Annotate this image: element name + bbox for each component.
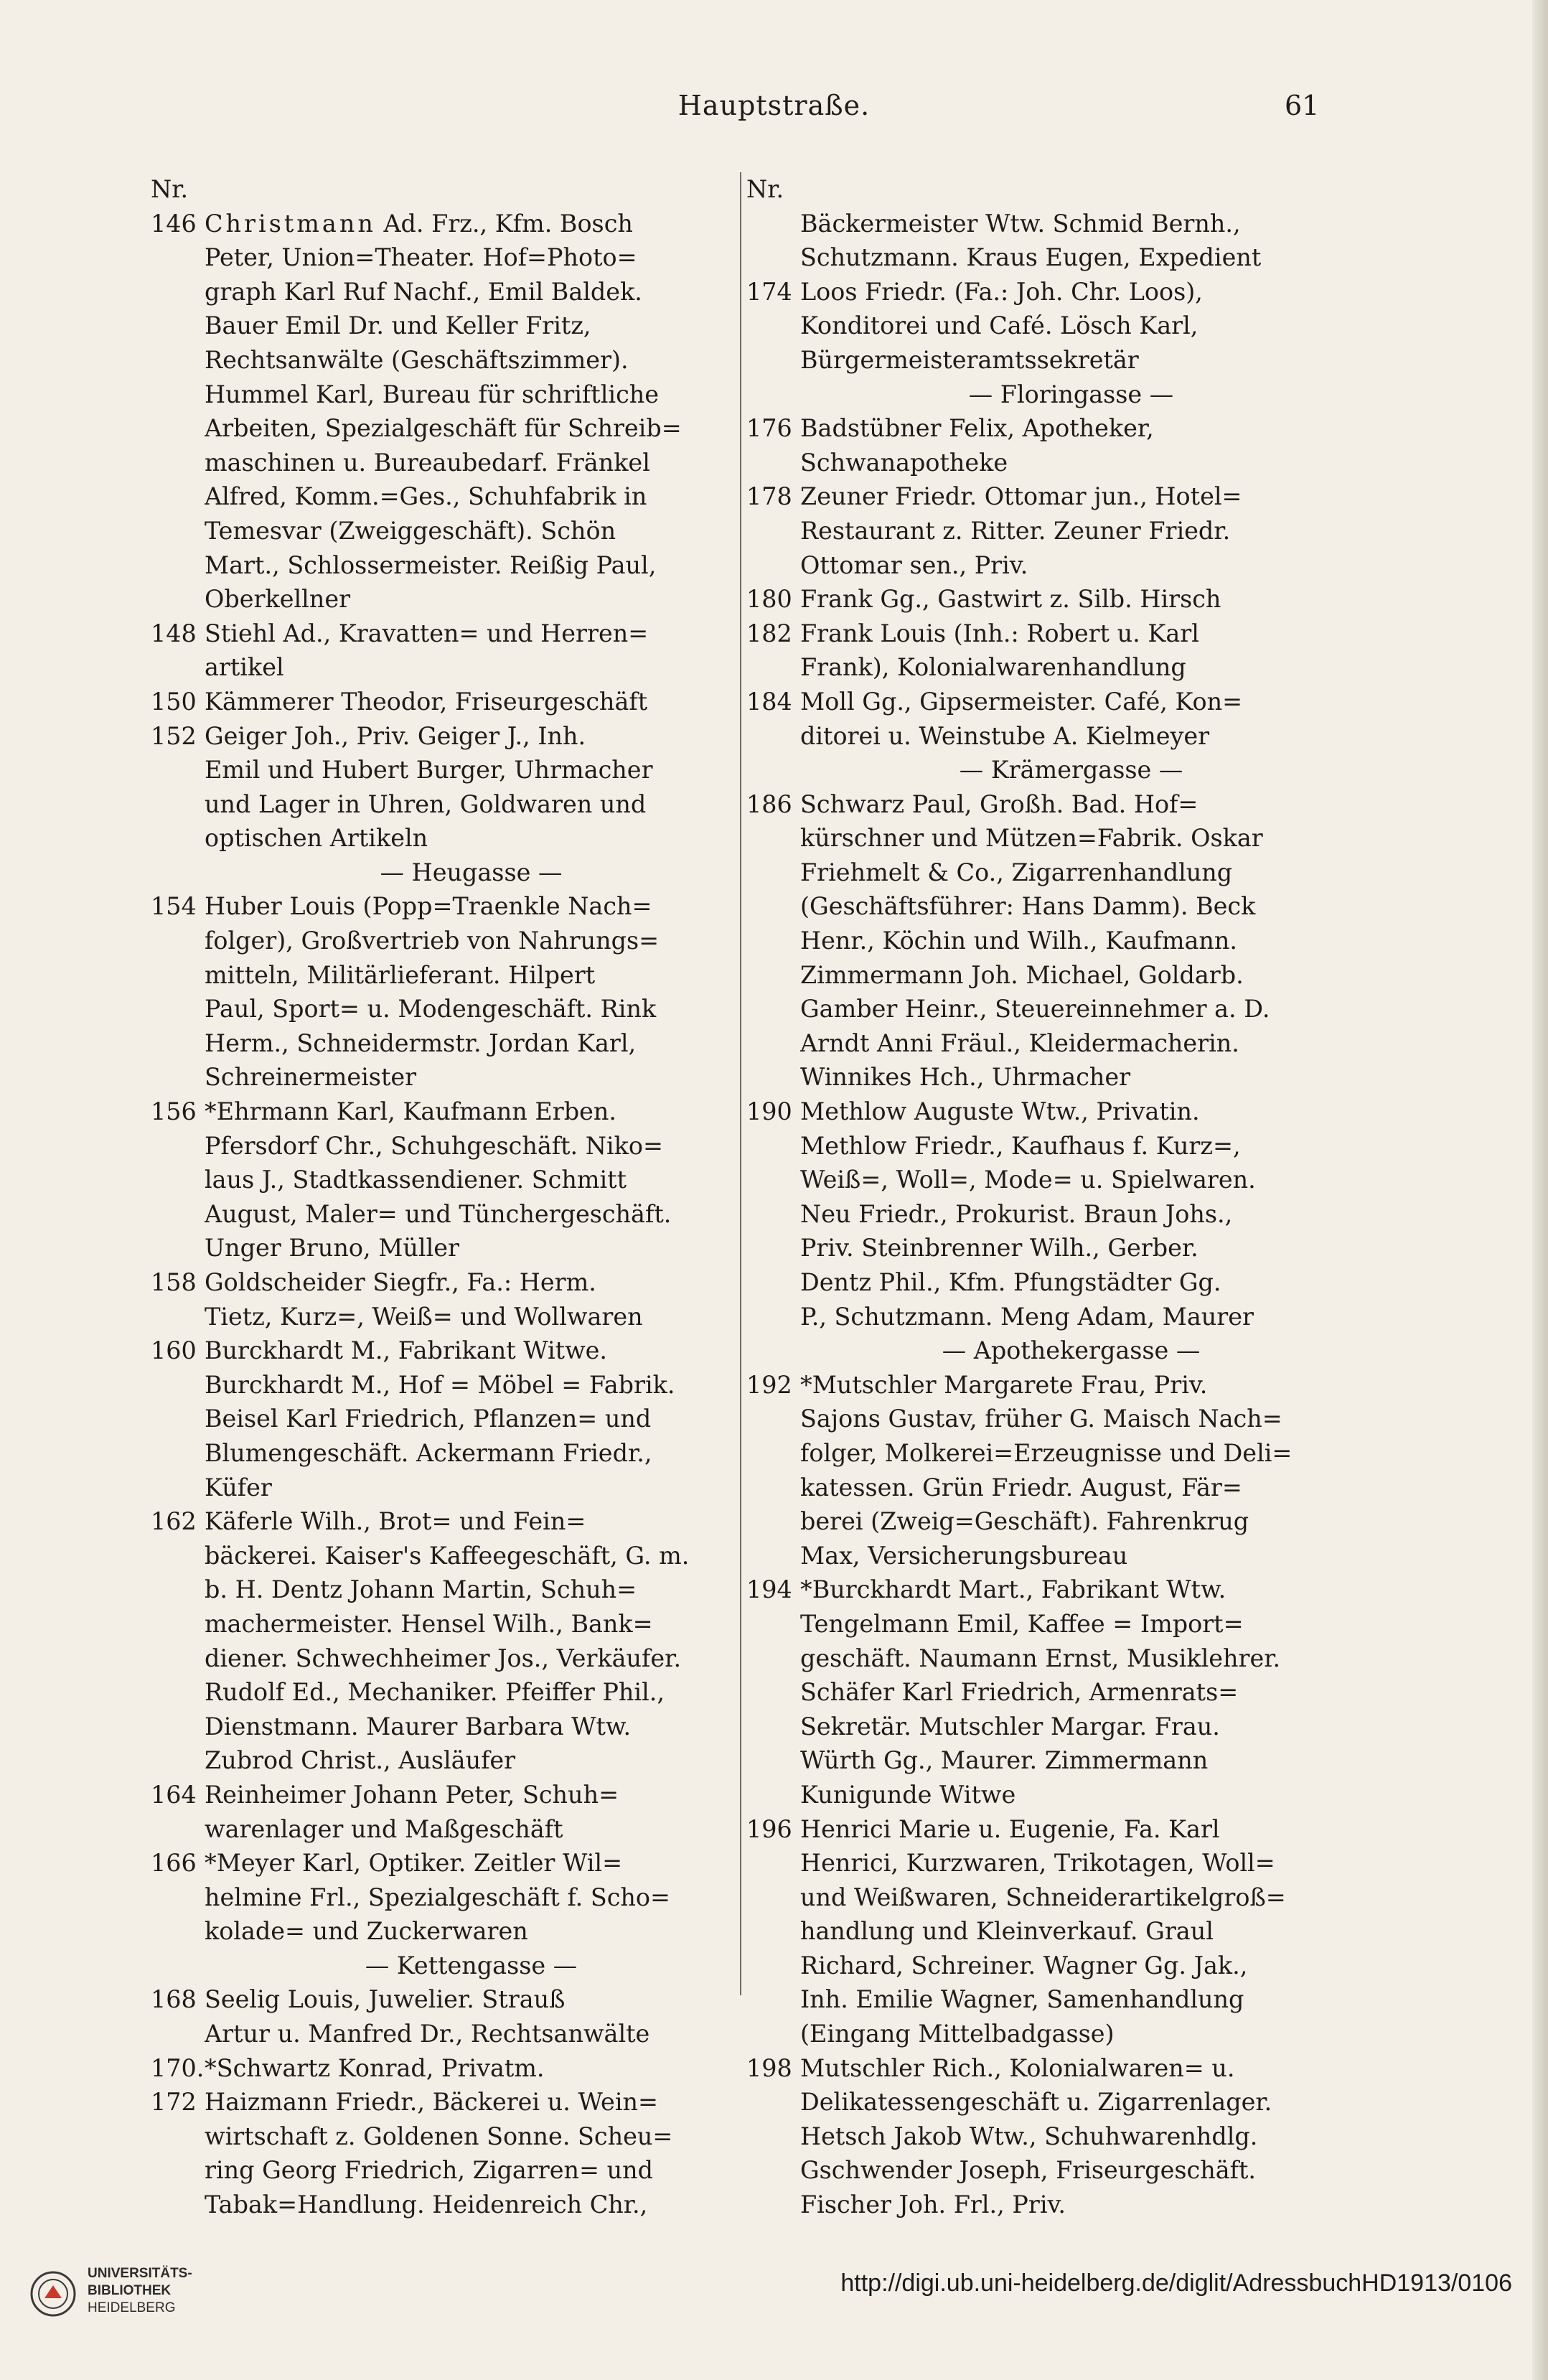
address-entry [746, 2051, 1342, 2222]
address-entry [746, 411, 1342, 479]
entry-line: Mart., Schlossermeister. Reißig Paul, [205, 551, 657, 579]
entry-line: folger, Molkerei=Erzeugnisse und Deli= [800, 1438, 1293, 1467]
house-number: 166 [151, 1849, 197, 1878]
scan-edge [1532, 0, 1548, 2380]
entry-line: Stiehl Ad., Kravatten= und Herren= [205, 619, 649, 647]
house-number: 194 [746, 1575, 792, 1604]
entry-line: Ottomar sen., Priv. [800, 551, 1028, 579]
entry-line: *Meyer Karl, Optiker. Zeitler Wil= [205, 1849, 623, 1878]
house-number: 178 [746, 482, 792, 511]
entry-line: Schwanapotheke [800, 448, 1008, 477]
house-number: 174 [746, 277, 792, 306]
entry-line: handlung und Kleinverkauf. Graul [800, 1917, 1214, 1946]
house-number: 158 [151, 1268, 197, 1296]
entry-line: Mutschler Rich., Kolonialwaren= u. [800, 2053, 1235, 2082]
address-entry [746, 1573, 1342, 1812]
entry-line: Rudolf Ed., Mechaniker. Pfeiffer Phil., [205, 1678, 665, 1707]
entry-line: Tengelmann Emil, Kaffee = Import= [800, 1609, 1244, 1638]
column-divider [740, 172, 741, 1995]
address-entry [746, 617, 1342, 685]
entry-line: Winnikes Hch., Uhrmacher [800, 1063, 1131, 1092]
left-column [151, 172, 738, 2222]
entry-line: Weiß=, Woll=, Mode= u. Spielwaren. [800, 1166, 1256, 1194]
entry-line: ditorei u. Weinstube A. Kielmeyer [800, 721, 1210, 750]
entry-line: und Lager in Uhren, Goldwaren und [205, 790, 647, 818]
entry-line: kolade= und Zuckerwaren [205, 1917, 528, 1946]
entry-line: Emil und Hubert Burger, Uhrmacher [205, 756, 653, 784]
entry-line: Rechtsanwälte (Geschäftszimmer). [205, 345, 629, 374]
entry-line: Restaurant z. Ritter. Zeuner Friedr. [800, 516, 1231, 545]
entry-line: Temesvar (Zweiggeschäft). Schön [205, 516, 616, 545]
entry-line: Goldscheider Siegfr., Fa.: Herm. [205, 1268, 596, 1296]
address-entry [151, 685, 738, 719]
entry-line: Friehmelt & Co., Zigarrenhandlung [800, 858, 1233, 886]
footer [0, 2261, 1548, 2380]
address-entry [151, 719, 738, 856]
entry-line: maschinen u. Bureaubedarf. Fränkel [205, 448, 650, 477]
entry-line: Bäckermeister Wtw. Schmid Bernh., [800, 209, 1241, 238]
street-divider: — Apothekergasse — [942, 1336, 1201, 1365]
entry-line: diener. Schwechheimer Jos., Verkäufer. [205, 1644, 682, 1672]
entry-line: Priv. Steinbrenner Wilh., Gerber. [800, 1234, 1198, 1262]
right-column [746, 172, 1342, 2222]
address-entry [746, 275, 1342, 378]
address-entry [746, 582, 1342, 617]
entry-line: Beisel Karl Friedrich, Pflanzen= und [205, 1405, 652, 1433]
house-number: 192 [746, 1370, 792, 1399]
address-entry [151, 1095, 738, 1265]
entry-line: *Burckhardt Mart., Fabrikant Wtw. [800, 1575, 1226, 1604]
entry-line: Delikatessengeschäft u. Zigarrenlager. [800, 2088, 1272, 2117]
entry-line: Schreinermeister [205, 1063, 417, 1092]
house-number: 164 [151, 1780, 197, 1809]
entry-line: warenlager und Maßgeschäft [205, 1814, 563, 1843]
entry-line: Kunigunde Witwe [800, 1780, 1016, 1809]
entry-line: bäckerei. Kaiser's Kaffeegeschäft, G. m. [205, 1541, 690, 1570]
entry-line: Paul, Sport= u. Modengeschäft. Rink [205, 995, 657, 1023]
source-url[interactable]: http://digi.ub.uni-heidelberg.de/diglit/AdressbuchHD1913/0106 [840, 2269, 1512, 2297]
entry-line: Bürgermeisteramtssekretär [800, 345, 1139, 374]
logo-line-2: BIBLIOTHEK [88, 2283, 172, 2298]
entry-line: Henr., Köchin und Wilh., Kaufmann. [800, 927, 1238, 955]
entry-line: Geiger Joh., Priv. Geiger J., Inh. [205, 721, 586, 750]
entry-line: Haizmann Friedr., Bäckerei u. Wein= [205, 2088, 658, 2117]
entry-line: Schäfer Karl Friedrich, Armenrats= [800, 1678, 1239, 1707]
entry-line: Zimmermann Joh. Michael, Goldarb. [800, 960, 1244, 989]
entry-line: b. H. Dentz Johann Martin, Schuh= [205, 1575, 637, 1604]
entry-line: Blumengeschäft. Ackermann Friedr., [205, 1438, 652, 1467]
address-entry [151, 1778, 738, 1846]
entry-line: folger), Großvertrieb von Nahrungs= [205, 927, 660, 955]
entry-line: Unger Bruno, Müller [205, 1234, 459, 1262]
entry-line: Christmann Ad. Frz., Kfm. Bosch [205, 209, 633, 238]
entry-line: Sekretär. Mutschler Margar. Frau. [800, 1712, 1220, 1741]
entry-line: Badstübner Felix, Apotheker, [800, 414, 1154, 443]
entry-line: mitteln, Militärlieferant. Hilpert [205, 960, 596, 989]
entry-line: P., Schutzmann. Meng Adam, Maurer [800, 1302, 1254, 1331]
entry-line: Kämmerer Theodor, Friseurgeschäft [205, 687, 648, 716]
entry-line: Tietz, Kurz=, Weiß= und Wollwaren [205, 1302, 643, 1331]
entry-line: Konditorei und Café. Lösch Karl, [800, 311, 1198, 340]
entry-line: Pfersdorf Chr., Schuhgeschäft. Niko= [205, 1131, 663, 1160]
house-number: 182 [746, 619, 792, 647]
house-number: 152 [151, 721, 197, 750]
address-entry [746, 479, 1342, 582]
house-number: 156 [151, 1097, 197, 1126]
address-entry [151, 1504, 738, 1778]
house-number: 198 [746, 2053, 792, 2082]
entry-line: Artur u. Manfred Dr., Rechtsanwälte [205, 2020, 650, 2048]
entry-line: Hummel Karl, Bureau für schriftliche [205, 380, 660, 408]
university-seal-icon [29, 2269, 78, 2318]
address-entry [151, 1334, 738, 1504]
entry-line: Methlow Auguste Wtw., Privatin. [800, 1097, 1200, 1126]
address-entry [151, 1982, 738, 2051]
entry-line: Gschwender Joseph, Friseurgeschäft. [800, 2156, 1257, 2185]
address-entry [151, 889, 738, 1095]
house-number: 168 [151, 1985, 197, 2014]
address-entry [151, 617, 738, 685]
street-divider: — Kettengasse — [365, 1951, 578, 1980]
entry-line: Bauer Emil Dr. und Keller Fritz, [205, 311, 591, 340]
entry-line: Henrici Marie u. Eugenie, Fa. Karl [800, 1814, 1220, 1843]
entry-line: Arbeiten, Spezialgeschäft für Schreib= [205, 414, 682, 443]
address-entry [746, 685, 1342, 753]
entry-line: Fischer Joh. Frl., Priv. [800, 2191, 1066, 2219]
entry-line: helmine Frl., Spezialgeschäft f. Scho= [205, 1883, 671, 1911]
street-divider: — Floringasse — [968, 380, 1174, 408]
entry-line: Neu Friedr., Prokurist. Braun Johs., [800, 1199, 1233, 1228]
entry-line: Zubrod Christ., Ausläufer [205, 1746, 516, 1775]
entry-line: Richard, Schreiner. Wagner Gg. Jak., [800, 1951, 1248, 1980]
entry-line: Alfred, Komm.=Ges., Schuhfabrik in [205, 482, 647, 511]
address-entry [746, 1095, 1342, 1334]
entry-line: Peter, Union=Theater. Hof=Photo= [205, 243, 637, 272]
entry-line: (Geschäftsführer: Hans Damm). Beck [800, 892, 1256, 921]
house-number: 190 [746, 1097, 792, 1126]
entry-line: Herm., Schneidermstr. Jordan Karl, [205, 1029, 637, 1057]
entry-line: (Eingang Mittelbadgasse) [800, 2020, 1115, 2048]
house-number: 196 [746, 1814, 792, 1843]
house-number: 148 [151, 619, 197, 647]
house-number: 150 [151, 687, 197, 716]
house-number: 186 [746, 790, 792, 818]
nr-label: Nr. [151, 175, 189, 203]
entry-line: Methlow Friedr., Kaufhaus f. Kurz=, [800, 1131, 1241, 1160]
entry-line: berei (Zweig=Geschäft). Fahrenkrug [800, 1507, 1249, 1536]
entry-line: *Mutschler Margarete Frau, Priv. [800, 1370, 1208, 1399]
address-entry [746, 207, 1342, 275]
entry-line: Henrici, Kurzwaren, Trikotagen, Woll= [800, 1849, 1275, 1878]
entry-line: Moll Gg., Gipsermeister. Café, Kon= [800, 687, 1243, 716]
house-number: 170. 172 [151, 2053, 205, 2117]
house-number: 154 [151, 892, 197, 921]
logo-line-3: HEIDELBERG [88, 2300, 176, 2315]
entry-line: Tabak=Handlung. Heidenreich Chr., [205, 2191, 648, 2219]
entry-line: Seelig Louis, Juwelier. Strauß [205, 1985, 566, 2014]
entry-line: Loos Friedr. (Fa.: Joh. Chr. Loos), [800, 277, 1203, 306]
house-number: 162 [151, 1507, 197, 1536]
library-logo-text [88, 2265, 192, 2317]
entry-line: Frank Gg., Gastwirt z. Silb. Hirsch [800, 585, 1221, 614]
entry-line: Huber Louis (Popp=Traenkle Nach= [205, 892, 652, 921]
entry-line: Schutzmann. Kraus Eugen, Expedient [800, 243, 1262, 272]
entry-line: artikel [205, 653, 284, 682]
address-entry [151, 2051, 738, 2222]
page-title: Hauptstraße. [677, 90, 871, 121]
entry-line: Frank Louis (Inh.: Robert u. Karl [800, 619, 1199, 647]
entry-line: Inh. Emilie Wagner, Samenhandlung [800, 1985, 1244, 2014]
entry-line: laus J., Stadtkassendiener. Schmitt [205, 1166, 627, 1194]
entry-line: Schwarz Paul, Großh. Bad. Hof= [800, 790, 1198, 818]
logo-line-1: UNIVERSITÄTS- [88, 2266, 192, 2281]
entry-line: Frank), Kolonialwarenhandlung [800, 653, 1186, 682]
entry-line: *Ehrmann Karl, Kaufmann Erben. [205, 1097, 616, 1126]
address-entry [151, 1846, 738, 1949]
street-divider: — Heugasse — [380, 858, 563, 886]
entry-line: Würth Gg., Maurer. Zimmermann [800, 1746, 1209, 1775]
street-divider: — Krämergasse — [959, 756, 1183, 784]
entry-line: Oberkellner [205, 585, 351, 614]
entry-line: graph Karl Ruf Nachf., Emil Baldek. [205, 277, 642, 306]
entry-line: ring Georg Friedrich, Zigarren= und [205, 2156, 653, 2185]
address-entry [151, 1265, 738, 1334]
entry-line: optischen Artikeln [205, 824, 428, 853]
entry-line: Hetsch Jakob Wtw., Schuhwarenhdlg. [800, 2122, 1258, 2150]
entry-line: *Schwartz Konrad, Privatm. [205, 2053, 545, 2082]
page-number: 61 [1285, 90, 1320, 121]
entry-line: und Weißwaren, Schneiderartikelgroß= [800, 1883, 1286, 1911]
house-number: 180 [746, 585, 792, 614]
entry-line: wirtschaft z. Goldenen Sonne. Scheu= [205, 2122, 673, 2150]
entry-line: Arndt Anni Fräul., Kleidermacherin. [800, 1029, 1239, 1057]
nr-label: Nr. [746, 175, 784, 203]
house-number: 160 [151, 1336, 197, 1365]
entry-line: machermeister. Hensel Wilh., Bank= [205, 1609, 653, 1638]
entry-line: August, Maler= und Tünchergeschäft. [205, 1199, 672, 1228]
entry-line: Dentz Phil., Kfm. Pfungstädter Gg. [800, 1268, 1221, 1296]
house-number: 146 [151, 209, 197, 238]
address-entry [746, 1812, 1342, 2051]
entry-line: Reinheimer Johann Peter, Schuh= [205, 1780, 619, 1809]
entry-line: Sajons Gustav, früher G. Maisch Nach= [800, 1405, 1282, 1433]
house-number: 176 [746, 414, 792, 443]
entry-line: Küfer [205, 1473, 272, 1501]
entry-line: geschäft. Naumann Ernst, Musiklehrer. [800, 1644, 1281, 1672]
entry-line: katessen. Grün Friedr. August, Fär= [800, 1473, 1242, 1501]
address-entry [746, 787, 1342, 1095]
entry-line: Dienstmann. Maurer Barbara Wtw. [205, 1712, 632, 1741]
entry-line: Max, Versicherungsbureau [800, 1541, 1128, 1570]
address-entry [151, 207, 738, 617]
address-entry [746, 1368, 1342, 1573]
entry-line: Gamber Heinr., Steuereinnehmer a. D. [800, 995, 1270, 1023]
house-number: 184 [746, 687, 792, 716]
entry-line: Zeuner Friedr. Ottomar jun., Hotel= [800, 482, 1242, 511]
entry-line: Burckhardt M., Hof = Möbel = Fabrik. [205, 1370, 675, 1399]
entry-line: Käferle Wilh., Brot= und Fein= [205, 1507, 586, 1536]
entry-line: kürschner und Mützen=Fabrik. Oskar [800, 824, 1263, 853]
entry-line: Burckhardt M., Fabrikant Witwe. [205, 1336, 608, 1365]
